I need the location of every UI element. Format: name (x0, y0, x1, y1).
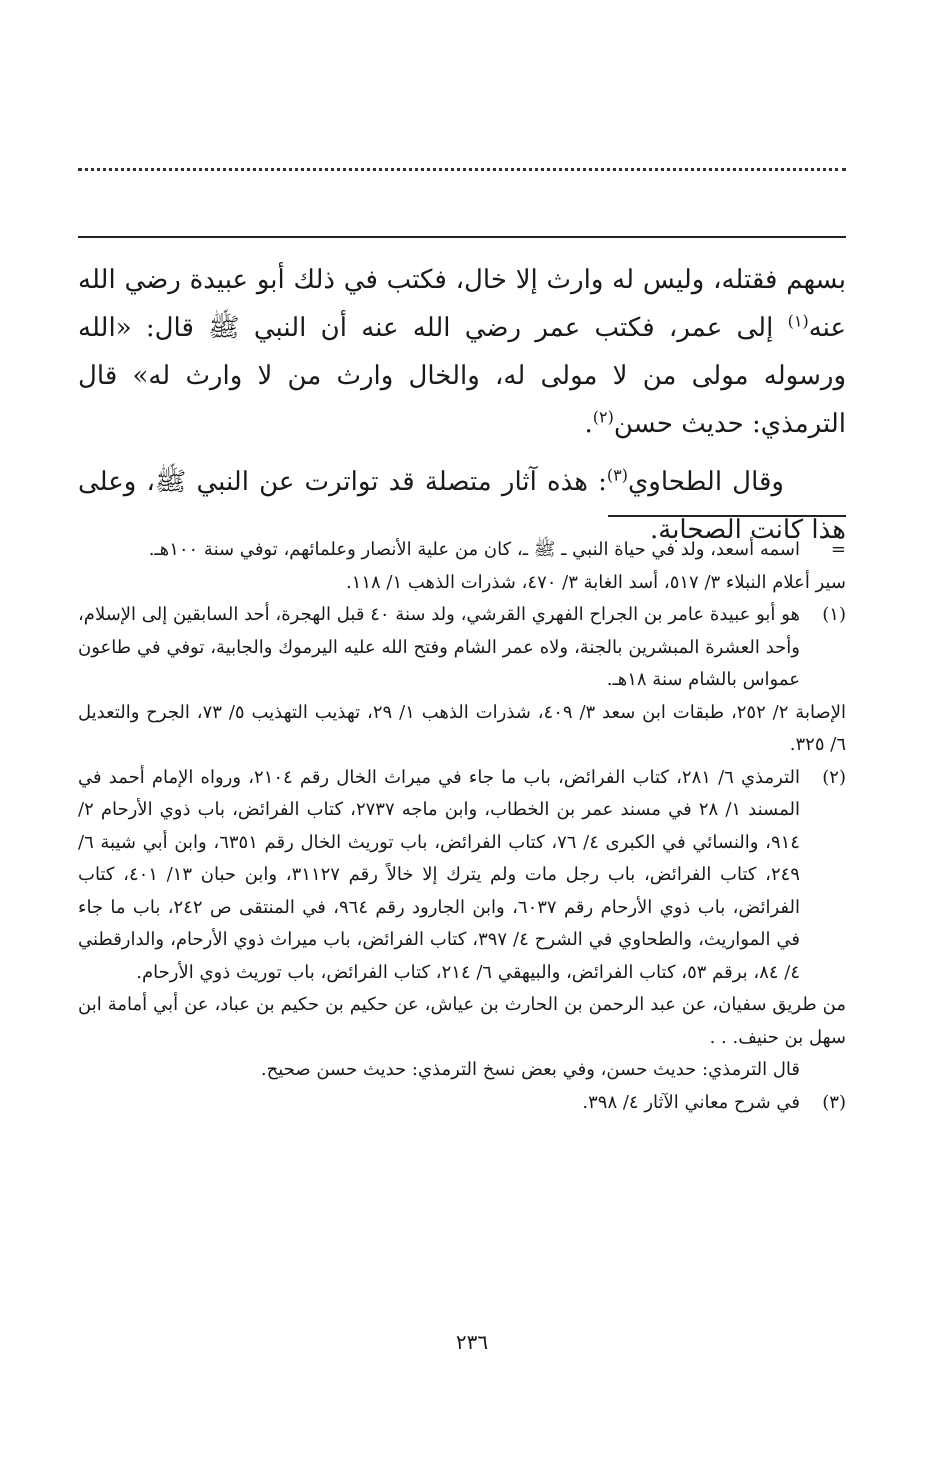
footnote-1 (78, 599, 846, 697)
footnote-1-sources: الإصابة ٢/ ٢٥٢، طبقات ابن سعد ٣/ ٤٠٩، شذرات الذهب ١/ ٢٩، تهذيب التهذيب ٥/ ٧٣، الجرح والتعديل ٦/ ٣٢٥. (78, 701, 846, 755)
footnote-text: الترمذي ٦/ ٢٨١، كتاب الفرائض، باب ما جاء في ميراث الخال رقم ٢١٠٤، ورواه الإمام أحمد في المسند ١/ ٢٨ في مسند عمر بن الخطاب، وابن ماجه ٢٧٣٧، كتاب الفرائض، باب ذوي الأرحام ٢/ ٩١٤، والنسائي في الكبرى ٤/ ٧٦، كتاب الفرائض، باب توريث الخال رقم ٦٣٥١، وابن أبي شيبة ٦/ ٢٤٩، كتاب الفرائض، باب رجل مات ولم يترك إلا خالاً رقم ٣١١٢٧، وابن حبان ١٣/ ٤٠١، كتاب الفرائض، باب ذوي الأرحام رقم ٦٠٣٧، وابن الجارود رقم ٩٦٤، في المنتقى ص ٢٤٢، باب ما جاء في المواريث، والطحاوي في الشرح ٤/ ٣٩٧، كتاب الفرائض، باب ميراث ذوي الأرحام، والدارقطني ٤/ ٨٤، برقم ٥٣، كتاب الفرائض، والبيهقي ٦/ ٢١٤، كتاب الفرائض، باب توريث ذوي الأرحام. (78, 766, 800, 983)
footnote-rule (608, 515, 846, 517)
footnote-text: هو أبو عبيدة عامر بن الجراح الفهري القرشي، ولد سنة ٤٠ قبل الهجرة، أحد السابقين إلى الإسلام، وأحد العشرة المبشرين بالجنة، ولاه عمر الشام وفتح الله عليه اليرموك والجابية، توفي في طاعون عمواس بالشام سنة ١٨هـ. (78, 604, 800, 690)
footnote-text: اسمه أسعد، ولد في حياة النبي ـ ﷺ ـ، كان من علية الأنصار وعلمائهم، توفي سنة ١٠٠هـ. (148, 539, 800, 560)
header-rule (78, 236, 846, 238)
footnote-3 (78, 1087, 846, 1120)
main-paragraph-2: وقال الطحاوي$^{(٣)}$: هذه آثار متصلة قد تواترت عن النبي ﷺ، وعلى هذا كانت الصحابة. (78, 465, 846, 545)
footnotes (78, 534, 846, 1119)
footnote-text: في شرح معاني الآثار ٤/ ٣٩٨. (582, 1091, 800, 1113)
page-number: ٢٣٦ (455, 1330, 489, 1354)
footnote-marker: (٣) (822, 1091, 846, 1113)
footnote-2-grade: قال الترمذي: حديث حسن، وفي بعض نسخ الترمذي: حديث حسن صحيح. (260, 1059, 800, 1080)
footnote-2-chain: من طريق سفيان، عن عبد الرحمن بن الحارث بن عياش، عن حكيم بن حكيم بن عباد، عن أبي أمامة ابن سهل بن حنيف. . . (78, 994, 846, 1048)
continuation-marker: = (830, 539, 846, 560)
footnote-marker: (١) (822, 604, 846, 625)
main-text (78, 256, 846, 554)
footnote-sources: سير أعلام النبلاء ٣/ ٥١٧، أسد الغابة ٣/ ٤٧٠، شذرات الذهب ١/ ١١٨. (345, 571, 846, 593)
footnote-marker: (٢) (822, 766, 846, 788)
footnote-continuation (78, 534, 846, 567)
dotted-separator (78, 168, 846, 171)
footnote-ref-1[interactable]: (١) (787, 311, 809, 331)
main-paragraph-1: بسهم فقتله، وليس له وارث إلا خال، فكتب في ذلك أبو عبيدة رضي الله عنه$^{(١)}$ إلى عمر، فكتب عمر رضي الله عنه أن النبي ﷺ قال: «الله ورسوله مولى من لا مولى له، والخال وارث من لا وارث له» قال الترمذي: حديث حسن$^{(٢)}$. (78, 265, 846, 439)
footnote-ref-2[interactable]: (٢) (592, 407, 614, 427)
footnote-2 (78, 762, 846, 990)
footnote-ref-3[interactable]: (٣) (606, 465, 628, 485)
